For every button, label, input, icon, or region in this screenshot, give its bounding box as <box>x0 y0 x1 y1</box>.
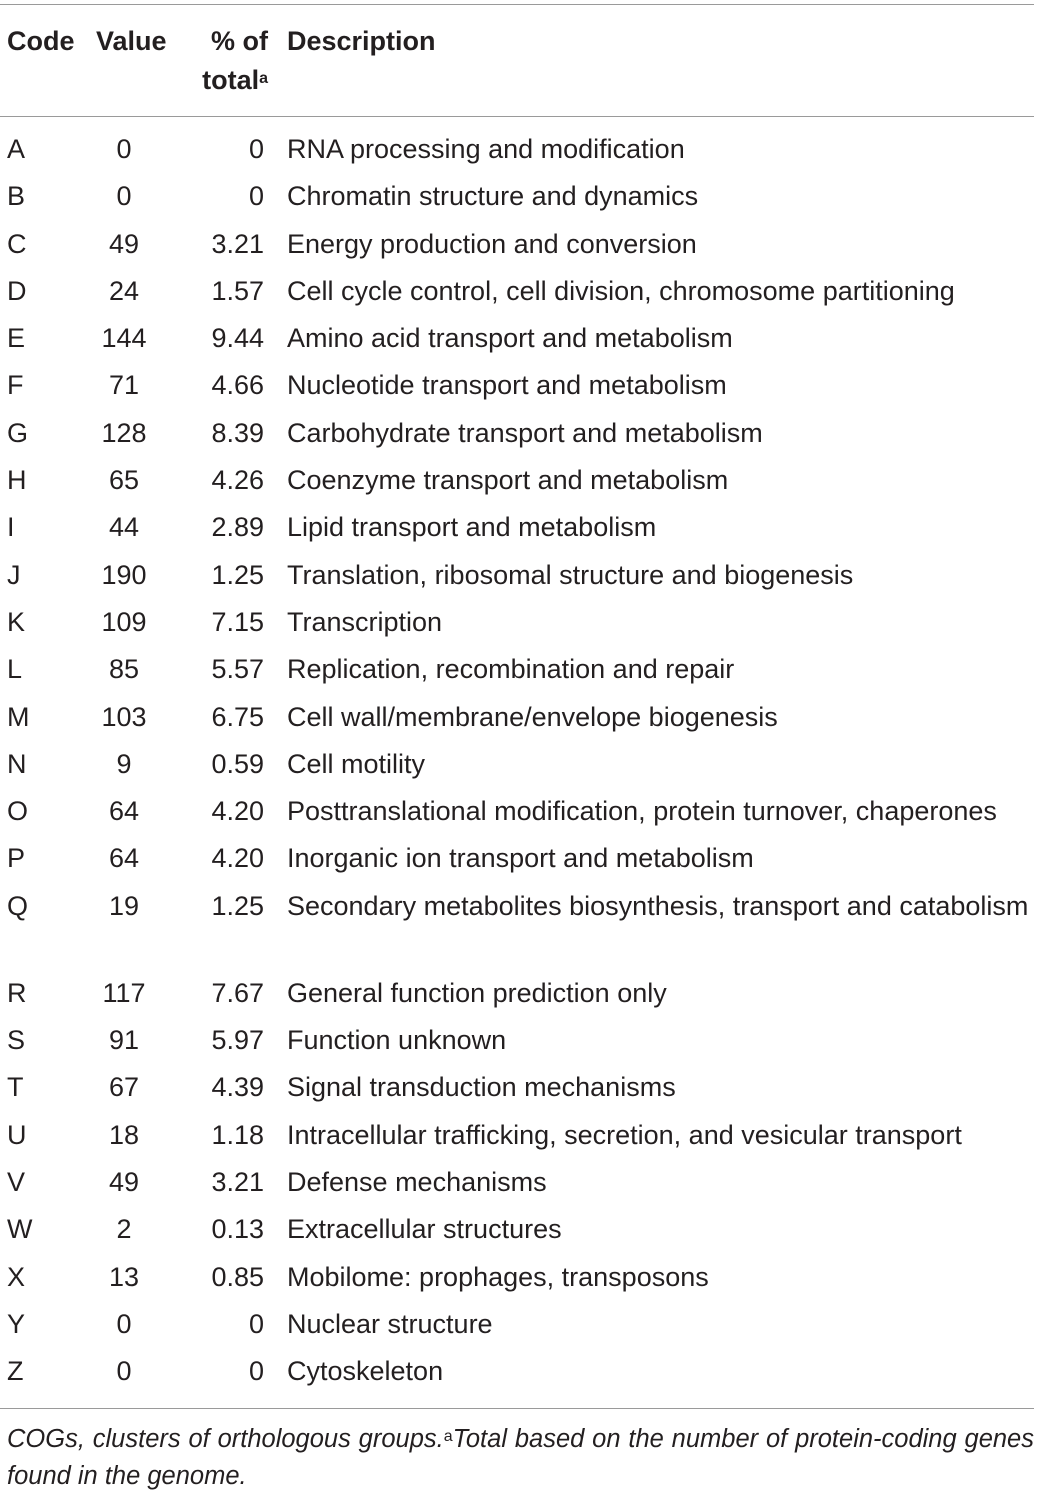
cell-code: B <box>7 181 26 212</box>
cell-description: Defense mechanisms <box>287 1166 547 1197</box>
table-row <box>0 1021 1040 1068</box>
cell-value: 144 <box>101 323 147 354</box>
table-bottom-rule <box>0 1408 1034 1409</box>
cell-description: Inorganic ion transport and metabolism <box>287 843 754 874</box>
cell-value: 0 <box>116 1356 132 1387</box>
cell-value: 18 <box>108 1119 140 1150</box>
cell-code: J <box>7 559 21 590</box>
table-row <box>0 1305 1040 1352</box>
cell-percent: 1.57 <box>211 275 264 306</box>
cell-percent: 4.26 <box>211 465 264 496</box>
cell-description: Signal transduction mechanisms <box>287 1072 676 1103</box>
cell-code: G <box>7 417 29 448</box>
cell-percent: 7.67 <box>211 977 264 1008</box>
cell-value: 24 <box>108 275 140 306</box>
cell-value: 9 <box>116 748 132 779</box>
cell-percent: 4.66 <box>211 370 264 401</box>
table-row <box>0 1068 1040 1115</box>
cell-code: A <box>7 134 26 164</box>
cell-code: S <box>7 1025 26 1056</box>
cell-description: Replication, recombination and repair <box>287 654 735 685</box>
cell-value: 19 <box>108 890 140 921</box>
table-row <box>0 887 1040 974</box>
cell-percent: 0.13 <box>211 1214 264 1245</box>
cell-percent: 3.21 <box>211 1166 264 1197</box>
cell-description: Lipid transport and metabolism <box>287 512 657 543</box>
cell-description: Extracellular structures <box>287 1214 562 1245</box>
footnote-abbreviation: COGs, clusters of orthologous groups. <box>7 1425 444 1453</box>
cell-description: Cell wall/membrane/envelope biogenesis <box>287 701 778 732</box>
cell-code: I <box>7 512 15 543</box>
table-row <box>0 974 1040 1021</box>
table-row <box>0 319 1040 366</box>
cell-code: W <box>7 1214 33 1245</box>
cell-value: 0 <box>116 181 132 212</box>
header-code: Code <box>7 26 75 56</box>
cell-value: 44 <box>108 512 140 543</box>
table-header <box>0 22 1040 108</box>
cell-value: 0 <box>116 1308 132 1339</box>
cell-description: Translation, ribosomal structure and biogenesis <box>287 559 854 590</box>
header-footnote-marker: a <box>259 70 268 87</box>
cell-value: 109 <box>101 606 147 637</box>
table-body <box>0 130 1040 1399</box>
table-row <box>0 556 1040 603</box>
cell-value: 65 <box>108 465 140 496</box>
cell-value: 2 <box>116 1214 132 1245</box>
cell-percent: 1.18 <box>211 1119 264 1150</box>
table-row <box>0 461 1040 508</box>
cell-percent: 4.20 <box>211 796 264 827</box>
cell-description: Carbohydrate transport and metabolism <box>287 417 763 448</box>
cell-code: H <box>7 465 27 496</box>
table-row <box>0 508 1040 555</box>
cell-description: General function prediction only <box>287 977 667 1008</box>
table-row <box>0 745 1040 792</box>
cell-percent: 3.21 <box>211 228 264 259</box>
table-row <box>0 1163 1040 1210</box>
cell-percent: 4.20 <box>211 843 264 874</box>
cell-percent: 5.57 <box>211 654 264 685</box>
cell-code: D <box>7 275 27 306</box>
cell-value: 71 <box>108 370 140 401</box>
cell-description: Energy production and conversion <box>287 228 697 259</box>
table-row <box>0 414 1040 461</box>
cell-percent: 0 <box>248 1356 264 1387</box>
cell-description: Transcription <box>287 606 443 637</box>
cell-description: Mobilome: prophages, transposons <box>287 1261 709 1292</box>
cell-value: 67 <box>108 1072 140 1103</box>
table-row <box>0 1352 1040 1399</box>
table-top-rule <box>0 4 1034 5</box>
footnote-marker: a <box>443 1428 453 1445</box>
cell-description: Secondary metabolites biosynthesis, transport and catabolism <box>287 890 1029 921</box>
header-description: Description <box>287 26 436 56</box>
cell-code: P <box>7 843 26 874</box>
cell-code: T <box>7 1072 24 1103</box>
cell-code: R <box>7 977 27 1008</box>
table-row <box>0 1116 1040 1163</box>
table-header-rule <box>0 116 1034 117</box>
cell-value: 0 <box>116 134 132 164</box>
cell-code: X <box>7 1261 26 1292</box>
cell-percent: 1.25 <box>211 559 264 590</box>
cell-percent: 7.15 <box>211 606 264 637</box>
header-value: Value <box>96 26 167 56</box>
cell-description: Function unknown <box>287 1025 507 1056</box>
cell-description: Posttranslational modification, protein turnover, chaperones <box>287 796 997 827</box>
table-row <box>0 603 1040 650</box>
cell-description: Chromatin structure and dynamics <box>287 181 699 212</box>
cell-percent: 9.44 <box>211 323 264 354</box>
cell-percent: 6.75 <box>211 701 264 732</box>
cell-description: Intracellular trafficking, secretion, and vesicular transport <box>287 1119 962 1150</box>
cell-description: Coenzyme transport and metabolism <box>287 465 729 496</box>
cell-description: Amino acid transport and metabolism <box>287 323 733 354</box>
cell-value: 49 <box>108 228 140 259</box>
cell-description: Cell cycle control, cell division, chromosome partitioning <box>287 275 955 306</box>
cell-code: Q <box>7 890 29 921</box>
cell-value: 64 <box>108 796 140 827</box>
cell-description: Cytoskeleton <box>287 1356 444 1387</box>
cell-percent: 8.39 <box>211 417 264 448</box>
table-row <box>0 698 1040 745</box>
cell-description: Cell motility <box>287 748 426 779</box>
header-percent-line1: % of <box>211 26 268 56</box>
cell-description: Nucleotide transport and metabolism <box>287 370 727 401</box>
table-row <box>0 225 1040 272</box>
table-footnote <box>7 1421 1034 1495</box>
cell-description: RNA processing and modification <box>287 134 685 164</box>
cell-percent: 2.89 <box>211 512 264 543</box>
cell-percent: 4.39 <box>211 1072 264 1103</box>
table-row <box>0 650 1040 697</box>
footnote-explanation: Total based on the number of protein-coding genes found in the genome. <box>7 1425 1034 1490</box>
cell-code: M <box>7 701 30 732</box>
table-row <box>0 1258 1040 1305</box>
cell-code: E <box>7 323 26 354</box>
table-row <box>0 177 1040 224</box>
cell-code: F <box>7 370 24 401</box>
header-percent-line2: total$^a$ <box>202 65 268 95</box>
cell-code: K <box>7 606 26 637</box>
cell-value: 64 <box>108 843 140 874</box>
cell-value: 103 <box>101 701 147 732</box>
cell-code: O <box>7 796 29 827</box>
table-row <box>0 839 1040 886</box>
cell-percent: 1.25 <box>211 890 264 921</box>
cell-value: 91 <box>108 1025 140 1056</box>
table-row <box>0 366 1040 413</box>
cell-percent: 0.59 <box>211 748 264 779</box>
cell-percent: 5.97 <box>211 1025 264 1056</box>
cell-value: 117 <box>102 977 146 1008</box>
cell-code: U <box>7 1119 27 1150</box>
table-row <box>0 272 1040 319</box>
cell-value: 128 <box>101 417 147 448</box>
cell-value: 85 <box>108 654 140 685</box>
cell-code: L <box>7 654 23 685</box>
cell-percent: 0 <box>248 1308 264 1339</box>
cell-percent: 0.85 <box>211 1261 264 1292</box>
cell-value: 190 <box>101 559 147 590</box>
cell-percent: 0 <box>248 181 264 212</box>
header-percent-of-total <box>180 22 268 100</box>
cell-code: V <box>7 1166 26 1197</box>
cell-percent: 0 <box>248 134 264 164</box>
cell-description: Nuclear structure <box>287 1308 493 1339</box>
table-row <box>0 1210 1040 1257</box>
cell-code: C <box>7 228 27 259</box>
cell-code: N <box>7 748 27 779</box>
cell-code: Z <box>7 1356 24 1387</box>
table-row <box>0 792 1040 839</box>
table-row <box>0 130 1040 177</box>
cell-value: 49 <box>108 1166 140 1197</box>
cell-code: Y <box>7 1308 26 1339</box>
cell-value: 13 <box>108 1261 140 1292</box>
